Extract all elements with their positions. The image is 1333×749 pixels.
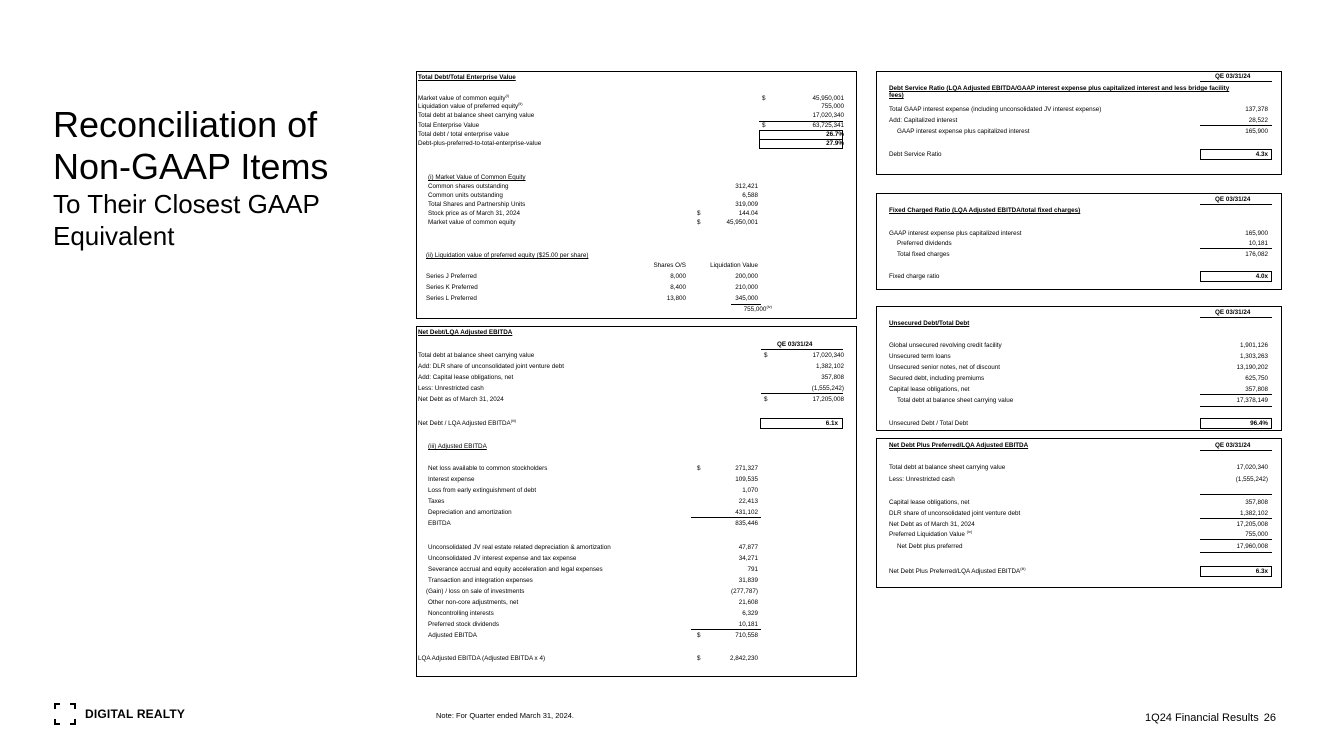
- ebitda-row-value: 1,070: [742, 487, 758, 494]
- mv-row-value: 312,421: [735, 183, 758, 190]
- dsr-row-value: 137,378: [1245, 106, 1268, 113]
- fcr-row-label: GAAP interest expense plus capitalized interest: [889, 230, 1022, 237]
- ndpp-row-value: 755,000: [1245, 531, 1268, 538]
- ndpp-row-label: Preferred Liquidation Value $^{(iv)}$: [889, 529, 973, 538]
- netdebt-col-header: QE 03/31/24: [777, 341, 813, 348]
- unsec-heading: Unsecured Debt/Total Debt: [889, 320, 970, 327]
- mv-row-label: Common shares outstanding: [428, 183, 509, 190]
- adj-row-value: 47,877: [738, 544, 758, 551]
- ebitda-row-value: 835,446: [735, 520, 758, 527]
- tev-row-cur: $: [762, 122, 766, 129]
- lv-row-value: 200,000: [735, 273, 758, 280]
- ndpp-row-label: DLR share of unconsolidated joint venture debt: [889, 510, 1021, 517]
- dsr-row-label: GAAP interest expense plus capitalized interest: [897, 128, 1030, 135]
- ndpp-row-value: 17,020,340: [1236, 464, 1268, 471]
- tev-row-cur: $: [762, 95, 766, 102]
- adj-row-value: (277,787): [731, 588, 758, 595]
- adj-row-value: 10,181: [738, 621, 758, 628]
- ebitda-row-value: 431,102: [735, 509, 758, 516]
- lv-col-value: Liquidation Value: [710, 262, 758, 269]
- unsec-row-label: Total debt at balance sheet carrying value: [897, 397, 1014, 404]
- footer: [1145, 712, 1276, 724]
- tev-table: [416, 71, 857, 319]
- ebitda-row-cur: $: [697, 465, 701, 472]
- dsr-heading-cont: fees): [889, 92, 904, 99]
- lqa-label: LQA Adjusted EBITDA (Adjusted EBITDA x 4): [418, 655, 546, 662]
- ebitda-row-label: Depreciation and amortization: [428, 509, 512, 516]
- title-line-1: Reconciliation of: [53, 104, 318, 145]
- ndpp-row-label: Net Debt as of March 31, 2024: [889, 521, 975, 528]
- unsec-row-value: 13,190,202: [1236, 364, 1268, 371]
- mv-row-value: 45,950,001: [726, 219, 758, 226]
- fcr-row-value: 10,181: [1248, 240, 1268, 247]
- dsr-row-value: 165,900: [1245, 128, 1268, 135]
- lv-row-shares: 8,000: [670, 273, 686, 280]
- adj-row-value: 791: [747, 566, 758, 573]
- mv-row-label: Market value of common equity: [428, 219, 516, 226]
- adj-row-label: Preferred stock dividends: [428, 621, 500, 628]
- lv-row-value: 210,000: [735, 284, 758, 291]
- adj-row-value: 34,271: [738, 555, 758, 562]
- tev-heading: Total Debt/Total Enterprise Value: [418, 74, 516, 81]
- ndpp-row-value: 1,382,102: [1239, 510, 1268, 517]
- netdebt-ratio-label: Net Debt / LQA Adjusted EBITDA$^{(iii)}$: [418, 418, 517, 427]
- footnote: Note: For Quarter ended March 31, 2024.: [436, 711, 574, 720]
- dsr-col-header: QE 03/31/24: [1215, 73, 1251, 80]
- ndpp-col-header: QE 03/31/24: [1215, 442, 1251, 449]
- ndpp-row-value: 357,808: [1245, 499, 1268, 506]
- unsec-row-label: Secured debt, including premiums: [889, 375, 985, 382]
- netdebt-row-value: 1,382,102: [815, 363, 844, 370]
- fcr-row-value: 176,082: [1245, 251, 1268, 258]
- ebitda-row-label: EBITDA: [428, 520, 451, 527]
- adj-row-label: Severance accrual and equity acceleration and legal expenses: [428, 566, 603, 573]
- unsec-row-value: 625,750: [1245, 375, 1268, 382]
- mv-row-value: 319,009: [735, 201, 758, 208]
- mv-row-label: Common units outstanding: [428, 192, 503, 199]
- netdebt-row-label: Add: DLR share of unconsolidated joint venture debt: [418, 363, 564, 370]
- fcr-ratio-value: 4.0x: [1255, 273, 1268, 280]
- ndpp-row-label: Net Debt plus preferred: [897, 543, 963, 550]
- adj-row-value: 6,329: [742, 610, 758, 617]
- ebitda-row-value: 22,413: [738, 498, 758, 505]
- tev-row-label: Liquidation value of preferred equity$^{(ii)}$: [418, 101, 523, 110]
- mv-row-value: 6,588: [742, 192, 758, 199]
- mv-heading: (i) Market Value of Common Equity: [428, 174, 526, 181]
- ndpp-row-label: Total debt at balance sheet carrying value: [889, 464, 1006, 471]
- adj-row-cur: $: [697, 632, 701, 639]
- fcr-row-value: 165,900: [1245, 230, 1268, 237]
- ndpp-row-label: Capital lease obligations, net: [889, 499, 970, 506]
- mv-row-cur: $: [697, 210, 701, 217]
- fixed-charge-ratio-table: [876, 193, 1282, 290]
- fcr-row-label: Preferred dividends: [897, 240, 952, 247]
- dsr-row-value: 28,522: [1248, 117, 1268, 124]
- adj-row-label: Noncontrolling interests: [428, 610, 494, 617]
- unsec-ratio-value: 96.4%: [1250, 420, 1268, 427]
- adj-row-value: 31,839: [738, 577, 758, 584]
- adj-ebitda-heading: (iii) Adjusted EBITDA: [428, 443, 487, 450]
- unsec-row-value: 357,808: [1245, 386, 1268, 393]
- unsecured-debt-table: [876, 306, 1282, 431]
- ebitda-row-label: Taxes: [428, 498, 445, 505]
- ebitda-row-label: Net loss available to common stockholders: [428, 465, 548, 472]
- lv-row-shares: 13,800: [666, 295, 686, 302]
- netdebt-row-label: Add: Capital lease obligations, net: [418, 374, 514, 381]
- mv-row-label: Stock price as of March 31, 2024: [428, 210, 521, 217]
- dsr-row-label: Add: Capitalized interest: [889, 117, 958, 124]
- unsec-row-label: Global unsecured revolving credit facility: [889, 342, 1002, 349]
- tev-row-label: Debt-plus-preferred-to-total-enterprise-value: [418, 140, 542, 147]
- netdebt-row-value: 357,808: [821, 374, 844, 381]
- lv-row-value: 345,000: [735, 295, 758, 302]
- adj-row-label: Transaction and integration expenses: [428, 577, 533, 584]
- dsr-ratio-label: Debt Service Ratio: [889, 151, 942, 158]
- lv-total: 755,000$^{(iv)}$: [743, 304, 772, 313]
- netdebt-row-value: 17,205,008: [812, 396, 844, 403]
- ndpp-row-value: (1,555,242): [1235, 476, 1268, 483]
- tev-row-label: Market value of common equity$^{(i)}$: [418, 93, 510, 102]
- ndpp-ratio-value: 6.3x: [1255, 568, 1268, 575]
- tev-row-label: Total Enterprise Value: [418, 122, 480, 129]
- adj-row-value: 710,558: [735, 632, 758, 639]
- mv-row-value: 144.04: [738, 210, 758, 217]
- lv-row-label: Series J Preferred: [426, 273, 477, 280]
- net-debt-table: [416, 326, 857, 677]
- ndpp-heading: Net Debt Plus Preferred/LQA Adjusted EBITDA: [889, 442, 1029, 449]
- fcr-heading: Fixed Charged Ratio (LQA Adjusted EBITDA/total fixed charges): [889, 207, 1081, 214]
- mv-row-label: Total Shares and Partnership Units: [428, 201, 526, 208]
- netdebt-row-label: Total debt at balance sheet carrying value: [418, 352, 535, 359]
- unsec-row-value: 17,378,149: [1236, 397, 1268, 404]
- dsr-row-label: Total GAAP interest expense (including unconsolidated JV interest expense): [889, 106, 1102, 113]
- ebitda-row-value: 271,327: [735, 465, 758, 472]
- digital-realty-logo: [54, 703, 185, 725]
- unsec-row-label: Capital lease obligations, net: [889, 386, 970, 393]
- lv-col-shares: Shares O/S: [653, 262, 686, 269]
- lv-row-shares: 8,400: [670, 284, 686, 291]
- adj-row-label: Unconsolidated JV real estate related depreciation & amortization: [428, 544, 611, 551]
- netdebt-row-cur: $: [764, 396, 768, 403]
- unsec-col-header: QE 03/31/24: [1215, 309, 1251, 316]
- subtitle-line-2: Equivalent: [53, 221, 175, 251]
- dsr-heading: Debt Service Ratio (LQA Adjusted EBITDA/GAAP interest expense plus capitalized interest and less bridge facility: [889, 85, 1230, 92]
- ndpp-row-value: 17,960,008: [1236, 543, 1268, 550]
- fcr-col-header: QE 03/31/24: [1215, 196, 1251, 203]
- netdebt-ratio-value: 6.1x: [825, 420, 838, 427]
- debt-service-ratio-table: [876, 71, 1282, 175]
- tev-row-value: 63,725,341: [812, 122, 844, 129]
- ebitda-row-value: 109,535: [735, 476, 758, 483]
- lv-row-label: Series L Preferred: [426, 295, 477, 302]
- tev-row-value: 45,950,001: [812, 95, 844, 102]
- net-debt-plus-preferred-table: [876, 438, 1282, 588]
- netdebt-row-value: (1,555,242): [811, 385, 844, 392]
- page-title: [53, 104, 403, 252]
- footer-text: 1Q24 Financial Results: [1145, 712, 1259, 724]
- lqa-value: 2,842,230: [729, 655, 758, 662]
- adj-row-label: Adjusted EBITDA: [428, 632, 477, 639]
- ndpp-ratio-label: Net Debt Plus Preferred/LQA Adjusted EBITDA$^{(iii)}$: [889, 566, 1026, 575]
- subtitle-line-1: To Their Closest GAAP: [53, 189, 320, 219]
- ebitda-row-label: Interest expense: [428, 476, 475, 483]
- lqa-cur: $: [697, 655, 701, 662]
- netdebt-heading: Net Debt/LQA Adjusted EBITDA: [418, 329, 513, 336]
- adj-row-value: 21,608: [738, 599, 758, 606]
- ebitda-row-label: Loss from early extinguishment of debt: [428, 487, 537, 494]
- netdebt-row-label: Net Debt as of March 31, 2024: [418, 396, 504, 403]
- tev-row-value: 26.7%: [826, 131, 844, 138]
- adj-row-label: (Gain) / loss on sale of investments: [426, 588, 525, 595]
- lv-row-label: Series K Preferred: [426, 284, 478, 291]
- ndpp-row-label: Less: Unrestricted cash: [889, 476, 955, 483]
- unsec-row-label: Unsecured senior notes, net of discount: [889, 364, 1000, 371]
- fcr-row-label: Total fixed charges: [897, 251, 950, 258]
- ndpp-row-value: 17,205,008: [1236, 521, 1268, 528]
- page-number: 26: [1263, 712, 1276, 724]
- mv-row-cur: $: [697, 219, 701, 226]
- fcr-ratio-label: Fixed charge ratio: [889, 273, 940, 280]
- title-line-2: Non-GAAP Items: [53, 146, 329, 187]
- logo-bracket-icon: [54, 703, 76, 725]
- tev-row-value: 27.9%: [826, 140, 844, 147]
- adj-row-label: Unconsolidated JV interest expense and tax expense: [428, 555, 577, 562]
- lv-heading: (ii) Liquidation value of preferred equity ($25.00 per share): [426, 252, 589, 259]
- unsec-ratio-label: Unsecured Debt / Total Debt: [889, 420, 968, 427]
- tev-row-label: Total debt / total enterprise value: [418, 131, 510, 138]
- tev-row-value: 755,000: [821, 103, 844, 110]
- unsec-row-value: 1,303,263: [1239, 353, 1268, 360]
- dsr-ratio-value: 4.3x: [1255, 151, 1268, 158]
- adj-row-label: Other non-core adjustments, net: [428, 599, 519, 606]
- unsec-row-value: 1,901,126: [1239, 342, 1268, 349]
- netdebt-row-value: 17,020,340: [812, 352, 844, 359]
- netdebt-row-label: Less: Unrestricted cash: [418, 385, 484, 392]
- tev-row-label: Total debt at balance sheet carrying value: [418, 112, 535, 119]
- tev-row-value: 17,020,340: [812, 112, 844, 119]
- netdebt-row-cur: $: [764, 352, 768, 359]
- unsec-row-label: Unsecured term loans: [889, 353, 951, 360]
- logo-text: DIGITAL REALTY: [85, 707, 186, 721]
